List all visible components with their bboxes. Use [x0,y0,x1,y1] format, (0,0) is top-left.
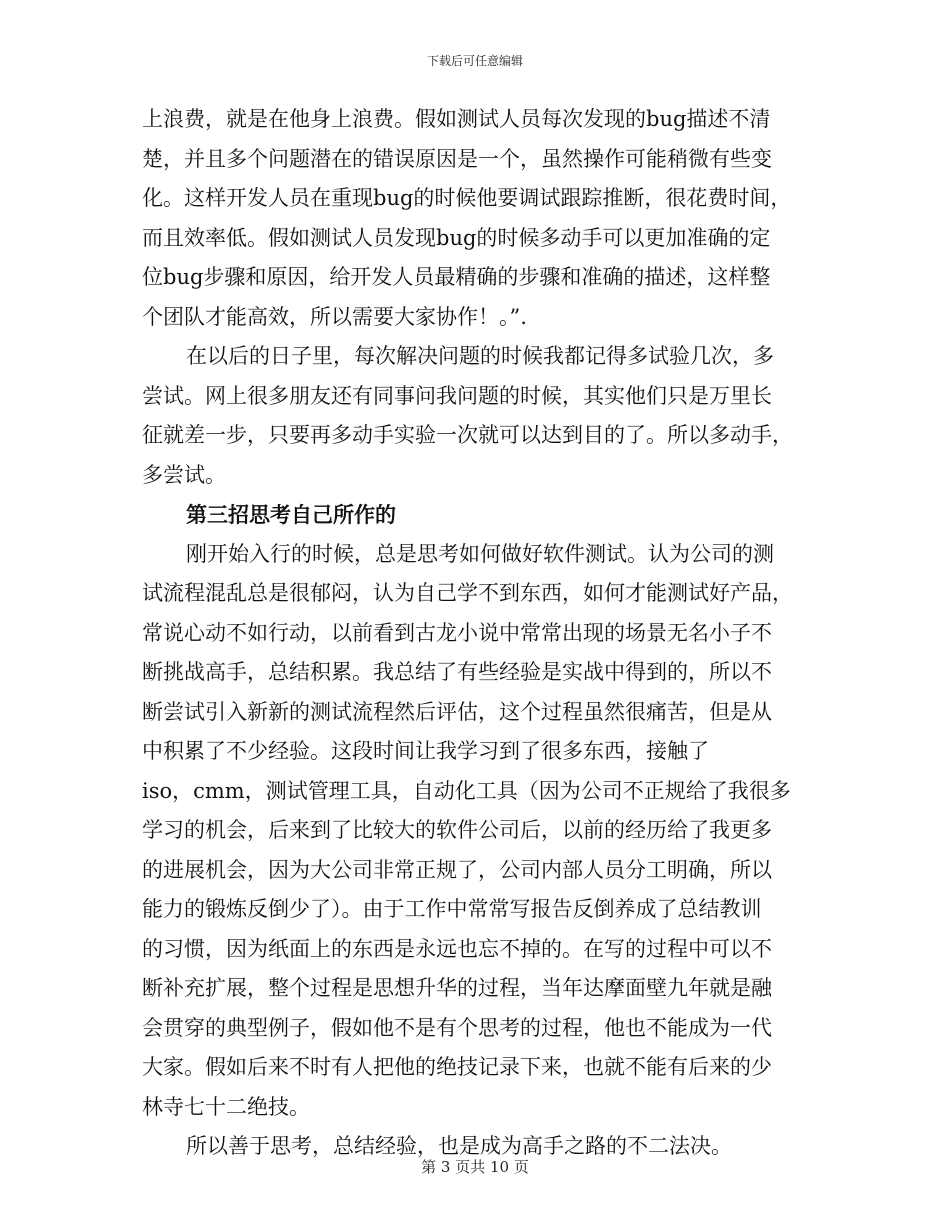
text-line: 中积累了不少经验。这段时间让我学习到了很多东西，接触了 [142,739,709,763]
text-line: 会贯穿的典型例子，假如他不是有个思考的过程，他也不能成为一代 [142,1015,772,1040]
text-line: 学习的机会，后来到了比较大的软件公司后，以前的经历给了我更多 [142,818,772,842]
page-number-footer: 第 3 页共 10 页 [421,1158,529,1176]
section-heading: 第三招思考自己所作的 [186,502,396,527]
text-line: 大家。假如后来不时有人把他的绝技记录下来，也就不能有后来的少 [142,1055,772,1079]
text-line: 多尝试。 [142,462,226,487]
text-line: 林寺七十二绝技。 [142,1094,310,1119]
text-line: 而且效率低。假如测试人员发现bug的时候多动手可以更加准确的定 [142,225,771,250]
text-line: 所以善于思考，总结经验，也是成为高手之路的不二法决。 [186,1134,732,1158]
document-body [142,100,802,1167]
text-line: 上浪费，就是在他身上浪费。假如测试人员每次发现的bug描述不清 [142,107,771,131]
text-line: 断补充扩展，整个过程是思想升华的过程，当年达摩面壁九年就是融 [142,976,772,1000]
paragraph-3 [142,535,802,1128]
text-line: 在以后的日子里，每次解决问题的时候我都记得多试验几次，多 [186,344,774,368]
text-line: 位bug步骤和原因，给开发人员最精确的步骤和准确的描述，这样整 [142,265,771,289]
text-line: iso，cmm，测试管理工具，自动化工具（因为公司不正规给了我很多 [142,778,791,803]
text-line: 的习惯，因为纸面上的东西是永远也忘不掉的。在写的过程中可以不 [142,936,772,961]
text-line: 能力的锻炼反倒少了）。由于工作中常常写报告反倒养成了总结教训 [142,897,762,921]
text-line: 楚，并且多个问题潜在的错误原因是一个，虽然操作可能稍微有些变 [142,146,772,171]
text-line: 断尝试引入新新的测试流程然后评估，这个过程虽然很痛苦，但是从 [142,699,772,724]
text-line: 尝试。网上很多朋友还有同事问我问题的时候，其实他们只是万里长 [142,383,772,408]
text-line: 常说心动不如行动，以前看到古龙小说中常常出现的场景无名小子不 [142,620,772,645]
text-line: 试流程混乱总是很郁闷，认为自己学不到东西，如何才能测试好产品， [142,581,793,605]
text-line: 断挑战高手，总结积累。我总结了有些经验是实战中得到的，所以不 [142,660,772,684]
text-line: 刚开始入行的时候，总是思考如何做好软件测试。认为公司的测 [186,541,774,566]
text-line: 个团队才能高效，所以需要大家协作！。”. [142,304,527,329]
page-header: 下载后可任意编辑 [426,54,523,68]
text-line: 征就差一步，只要再多动手实验一次就可以达到目的了。所以多动手， [142,423,793,447]
text-line: 化。这样开发人员在重现bug的时候他要调试跟踪推断，很花费时间， [142,186,792,210]
paragraph-2 [142,337,802,495]
text-line: 的进展机会，因为大公司非常正规了，公司内部人员分工明确，所以 [142,857,772,882]
paragraph-1 [142,100,802,337]
